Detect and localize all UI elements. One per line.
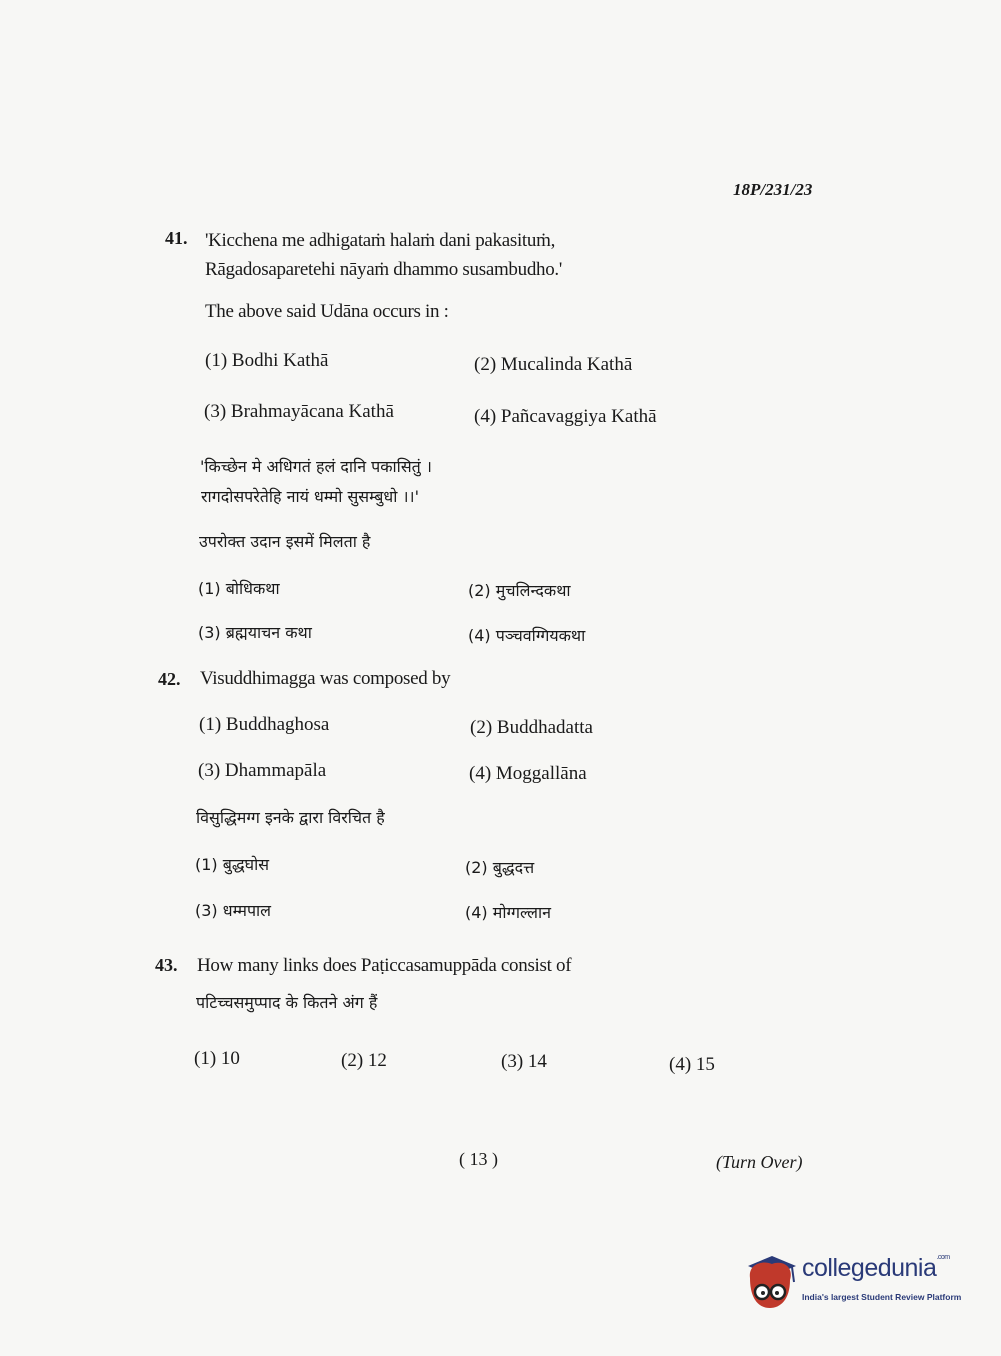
question-text: Visuddhimagga was composed by xyxy=(200,668,451,689)
question-text: The above said Udāna occurs in : xyxy=(205,301,449,322)
option-3: (3) Dhammapāla xyxy=(198,760,327,781)
logo-suffix: .com xyxy=(936,1254,950,1261)
paper-code: 18P/231/23 xyxy=(733,180,813,199)
mascot-icon xyxy=(742,1252,800,1312)
option-4: (4) Pañcavaggiya Kathā xyxy=(474,406,657,427)
hindi-verse-line-1: 'किच्छेन मे अधिगतं हलं दानि पकासितुं । xyxy=(200,457,432,476)
option-1: (1) Buddhaghosa xyxy=(199,714,330,735)
option-3: (3) Brahmayācana Kathā xyxy=(204,401,394,422)
hindi-option-1: (1) बोधिकथा xyxy=(198,579,280,598)
hindi-option-3: (3) धम्मपाल xyxy=(195,901,272,920)
option-1: (1) Bodhi Kathā xyxy=(205,350,329,371)
option-3: (3) 14 xyxy=(501,1051,547,1072)
hindi-option-4: (4) पञ्चवग्गियकथा xyxy=(468,626,586,645)
verse-line-2: Rāgadosaparetehi nāyaṁ dhammo susambudho.' xyxy=(205,259,563,280)
option-1: (1) 10 xyxy=(194,1048,240,1069)
hindi-option-2: (2) मुचलिन्दकथा xyxy=(468,581,571,600)
option-2: (2) Buddhadatta xyxy=(470,717,593,738)
hindi-question: पटिच्चसमुप्पाद के कितने अंग हैं xyxy=(196,993,378,1012)
option-2: (2) Mucalinda Kathā xyxy=(474,354,633,375)
option-4: (4) Moggallāna xyxy=(469,763,587,784)
option-2: (2) 12 xyxy=(341,1050,387,1071)
page-number: ( 13 ) xyxy=(459,1149,498,1169)
hindi-option-1: (1) बुद्धघोस xyxy=(195,855,270,874)
collegedunia-logo[interactable] xyxy=(742,1252,972,1312)
question-number: 41. xyxy=(165,228,188,248)
verse-line-1: 'Kicchena me adhigataṁ halaṁ dani pakasituṁ, xyxy=(205,230,556,251)
option-4: (4) 15 xyxy=(669,1054,715,1075)
question-number: 43. xyxy=(155,955,178,975)
hindi-question: उपरोक्त उदान इसमें मिलता है xyxy=(199,532,371,551)
logo-tagline: India's largest Student Review Platform xyxy=(802,1292,962,1302)
hindi-option-2: (2) बुद्धदत्त xyxy=(465,858,535,877)
question-text: How many links does Paṭiccasamuppāda consist of xyxy=(197,955,572,976)
hindi-question: विसुद्धिमग्ग इनके द्वारा विरचित है xyxy=(196,808,385,827)
hindi-option-4: (4) मोग्गल्लान xyxy=(465,903,552,922)
question-number: 42. xyxy=(158,669,181,689)
hindi-option-3: (3) ब्रह्मयाचन कथा xyxy=(198,623,312,642)
hindi-verse-line-2: रागदोसपरेतेहि नायं धम्मो सुसम्बुधो ।।' xyxy=(201,487,420,506)
logo-name: collegedunia xyxy=(802,1254,937,1282)
turn-over-label: (Turn Over) xyxy=(716,1152,803,1172)
